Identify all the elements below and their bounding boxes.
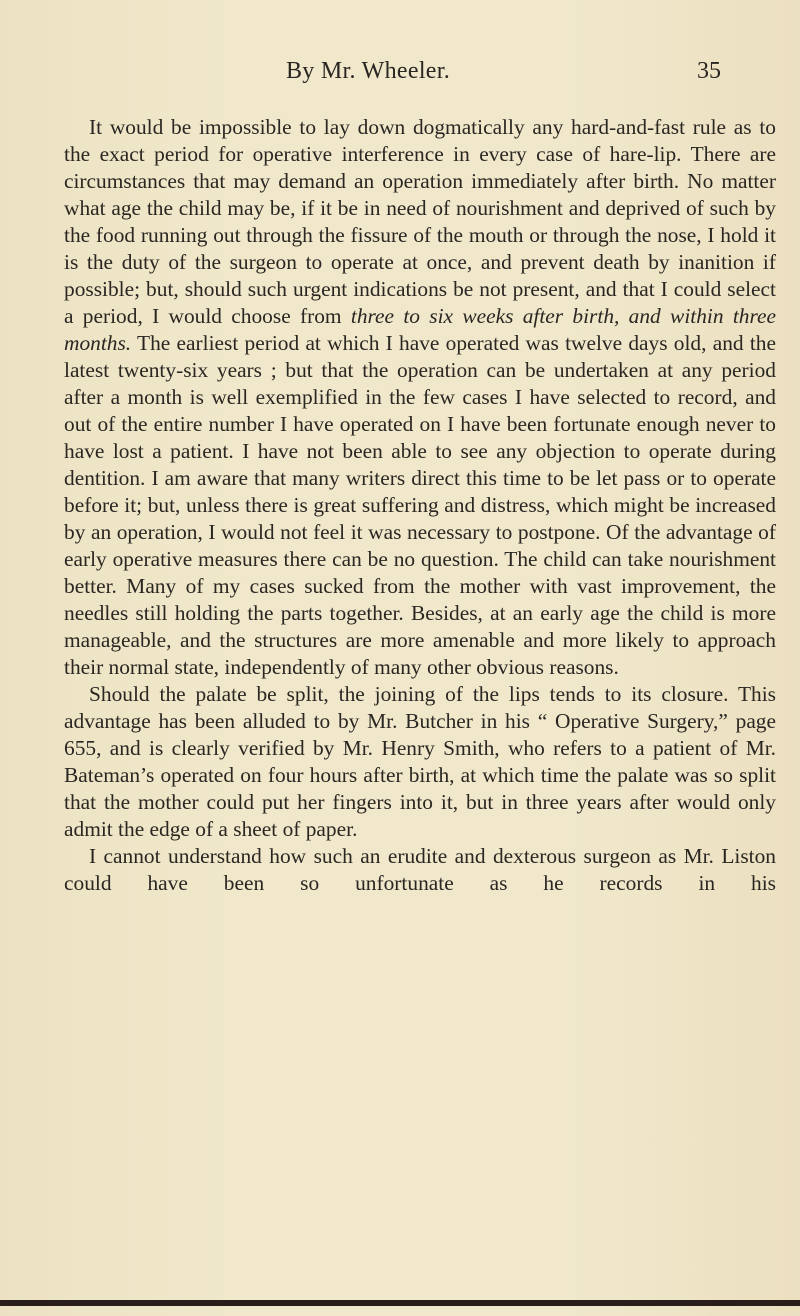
- page-header: [0, 58, 800, 94]
- page-edge-rule: [0, 1300, 800, 1306]
- body-text: [64, 114, 776, 897]
- paragraph: I cannot understand how such an erudite and dexterous surgeon as Mr. Liston could have been so unfortunate as he records in his: [64, 844, 776, 895]
- page-number: 35: [697, 58, 721, 84]
- running-title: By Mr. Wheeler.: [286, 58, 451, 84]
- italic-text: three to six weeks after birth, and within three months.: [64, 304, 776, 355]
- paragraph-text: The earliest period at which I have operated was twelve days old, and the latest twenty-six years ; but that the operation can be undertaken at any period after a month is well exemplified in the few cases I have selected to record, and out of the entire number I have operated on I have been fortunate enough never to have lost a patient. I have not been able to see any objection to operate during dentition. I am aware that many writers direct this time to be let pass or to operate before it; but, unless there is great suffering and distress, which might be increased by an operation, I would not feel it was necessary to postpone. Of the advantage of early operative measures there can be no question. The child can take nourishment better. Many of my cases sucked from the mother with vast improvement, the needles still holding the parts together. Besides, at an early age the child is more manageable, and the structures are more amenable and more likely to approach their normal state, independently of many other obvious reasons.: [64, 331, 776, 679]
- paragraph: Should the palate be split, the joining of the lips tends to its closure. This advantage has been alluded to by Mr. Butcher in his “ Operative Surgery,” page 655, and is clearly verified by Mr. Henry Smith, who refers to a patient of Mr. Bateman’s operated on four hours after birth, at which time the palate was so split that the mother could put her fingers into it, but in three years after would only admit the edge of a sheet of paper.: [64, 682, 776, 841]
- paragraph: [64, 114, 776, 681]
- paragraph-text: It would be impossible to lay down dogmatically any hard-and-fast rule as to the exact period for operative interference in every case of hare-lip. There are circumstances that may demand an operation immediately after birth. No matter what age the child may be, if it be in need of nourishment and deprived of such by the food running out through the fissure of the mouth or through the nose, I hold it is the duty of the surgeon to operate at once, and prevent death by inanition if possible; but, should such urgent indications be not present, and that I could select a period, I would choose from: [64, 115, 776, 328]
